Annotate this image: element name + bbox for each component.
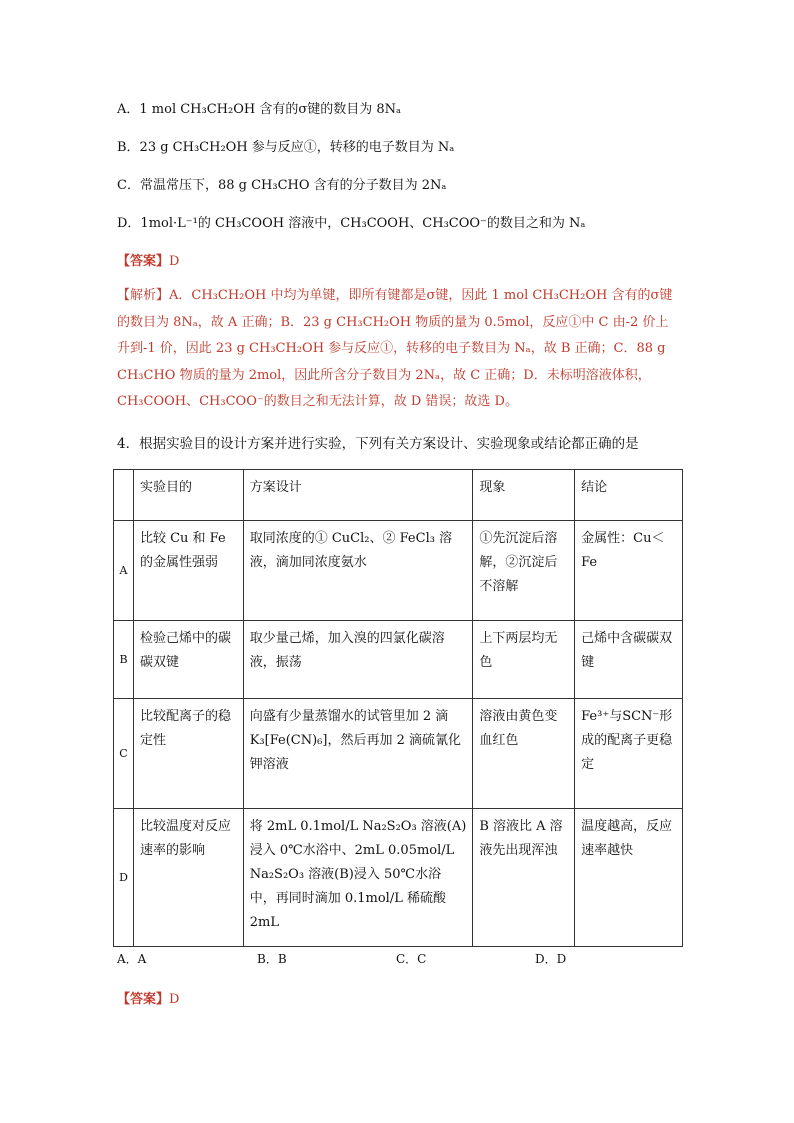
answer-value: D — [169, 992, 180, 1007]
experiment-table — [113, 469, 683, 947]
analysis: 【解析】A．CH₃CH₂OH 中均为单键，即所有键都是σ键，因此 1 mol CH₃CH₂OH 含有的σ键的数目为 8Nₐ，故 A 正确；B．23 g CH₃CH₂OH 物质的量为 0.5mol，反应①中 C 由-2 价上升到-1 价，因此 23 g CH₃CH₂OH 参与反应①，转移的电子数目为 Nₐ，故 B 正确；C．88 g CH₃CHO 物质的量为 2mol，因此所含分子数目为 2Nₐ，故 C 正确；D．未标明溶液体积，CH₃COOH、CH₃COO⁻的数目之和无法计算，故 D 错误；故选 D。 — [117, 288, 673, 409]
answer-label: 【答案】 — [117, 254, 170, 269]
row-design: 向盛有少量蒸馏水的试管里加 2 滴 K₃[Fe(CN)₆]，然后再加 2 滴硫氰化钾溶液 — [243, 699, 473, 809]
row-conclusion: 温度越高，反应速率越快 — [575, 809, 683, 947]
table-header-cell: 现象 — [473, 470, 575, 521]
row-phenomenon: 溶液由黄色变血红色 — [473, 699, 575, 809]
row-design: 取同浓度的① CuCl₂、② FeCl₃ 溶液，滴加同浓度氨水 — [243, 521, 473, 621]
table-header-row — [114, 470, 683, 521]
choice-a: A．A — [117, 952, 147, 966]
table-row — [114, 809, 683, 947]
answer-1 — [117, 250, 179, 269]
row-letter: A — [114, 521, 134, 621]
option-b: B．23 g CH₃CH₂OH 参与反应①，转移的电子数目为 Nₐ — [117, 140, 455, 155]
table-header-cell: 结论 — [575, 470, 683, 521]
row-letter: B — [114, 621, 134, 699]
row-letter: D — [114, 809, 134, 947]
row-letter: C — [114, 699, 134, 809]
table-row — [114, 621, 683, 699]
row-design: 将 2mL 0.1mol/L Na₂S₂O₃ 溶液(A)浸入 0℃水浴中、2mL 0.05mol/L Na₂S₂O₃ 溶液(B)浸入 50℃水浴中，再同时滴加 0.1mol/L 稀硫酸 2mL — [243, 809, 473, 947]
row-purpose: 比较 Cu 和 Fe 的金属性强弱 — [133, 521, 243, 621]
row-phenomenon: B 溶液比 A 溶液先出现浑浊 — [473, 809, 575, 947]
choice-d: D．D — [535, 952, 567, 966]
row-purpose: 检验己烯中的碳碳双键 — [133, 621, 243, 699]
option-c: C．常温常压下，88 g CH₃CHO 含有的分子数目为 2Nₐ — [117, 178, 447, 193]
row-purpose: 比较温度对反应速率的影响 — [133, 809, 243, 947]
row-design: 取少量己烯，加入溴的四氯化碳溶液，振荡 — [243, 621, 473, 699]
table-row — [114, 699, 683, 809]
table-row — [114, 521, 683, 621]
answer-2 — [117, 988, 179, 1007]
table-header-cell — [114, 470, 134, 521]
choice-b: B．B — [257, 952, 287, 966]
row-conclusion: Fe³⁺与SCN⁻形成的配离子更稳定 — [575, 699, 683, 809]
option-a: A．1 mol CH₃CH₂OH 含有的σ键的数目为 8Nₐ — [117, 102, 402, 117]
row-conclusion: 金属性：Cu＜Fe — [575, 521, 683, 621]
choice-c: C．C — [396, 952, 427, 966]
table-header-cell: 方案设计 — [243, 470, 473, 521]
row-purpose: 比较配离子的稳定性 — [133, 699, 243, 809]
table-header-cell: 实验目的 — [133, 470, 243, 521]
option-d: D．1mol·L⁻¹的 CH₃COOH 溶液中，CH₃COOH、CH₃COO⁻的数目之和为 Nₐ — [117, 216, 586, 231]
question-4: 4．根据实验目的设计方案并进行实验，下列有关方案设计、实验现象或结论都正确的是 — [117, 436, 639, 452]
answer-label: 【答案】 — [117, 992, 170, 1007]
answer-value: D — [169, 254, 180, 269]
row-phenomenon: ①先沉淀后溶解，②沉淀后不溶解 — [473, 521, 575, 621]
row-conclusion: 己烯中含碳碳双键 — [575, 621, 683, 699]
row-phenomenon: 上下两层均无色 — [473, 621, 575, 699]
